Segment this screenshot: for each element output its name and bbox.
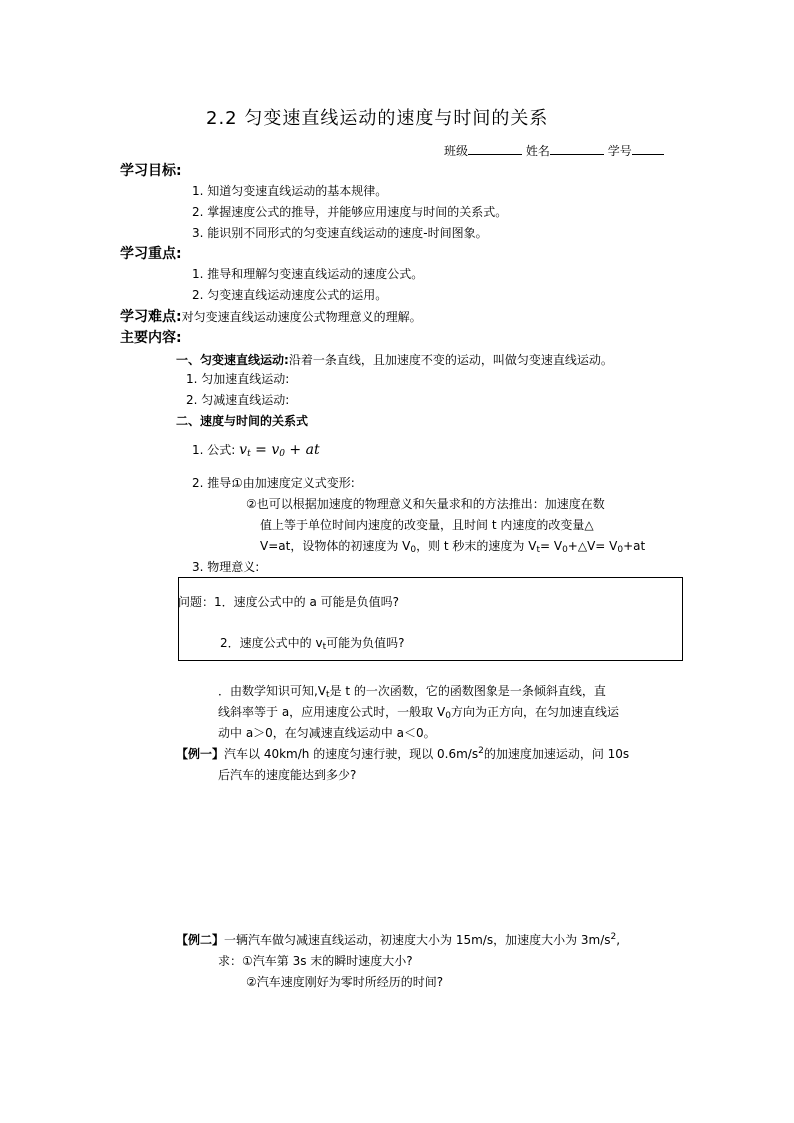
section1-item: 1. 匀加速直线运动: — [186, 372, 290, 386]
objective-item: 3. 能识别不同形式的匀变速直线运动的速度-时间图象。 — [192, 226, 488, 240]
derivation-step-2-line: 值上等于单位时间内速度的改变量，且时间 t 内速度的改变量△ — [260, 518, 594, 532]
id-label: 学号 — [607, 144, 632, 158]
id-blank[interactable] — [632, 142, 664, 155]
objectives-heading: 学习目标: — [120, 163, 182, 179]
difficulty-text: 对匀变速直线运动速度公式物理意义的理解。 — [181, 310, 422, 324]
derivation-step-2-line: ②也可以根据加速度的物理意义和矢量求和的方法推出：加速度在数 — [246, 497, 605, 511]
class-blank[interactable] — [468, 142, 522, 155]
key-points-heading: 学习重点: — [120, 246, 182, 262]
question-1: 问题：1．速度公式中的 a 可能是负值吗? — [178, 595, 399, 609]
example1-label: 【例一】 — [176, 747, 225, 761]
meaning-label: 3. 物理意义: — [192, 560, 260, 574]
derivation-step-1: ①由加速度定义式变形: — [232, 476, 355, 490]
class-label: 班级 — [444, 144, 469, 158]
example2-line: 求：①汽车第 3s 末的瞬时速度大小? — [218, 954, 413, 968]
example2-label: 【例二】 — [176, 933, 225, 947]
example1-line: 后汽车的速度能达到多少? — [218, 768, 357, 782]
formula-label: 1. 公式: — [192, 443, 236, 457]
objective-item: 1. 知道匀变速直线运动的基本规律。 — [192, 184, 388, 198]
difficulty-heading: 学习难点: — [120, 309, 182, 325]
derivation-label: 2. 推导: — [192, 476, 236, 490]
content-heading: 主要内容: — [120, 330, 182, 346]
example2-row: 【例二】一辆汽车做匀减速直线运动，初速度大小为 15m/s，加速度大小为 $3m/s^2$, — [176, 932, 621, 947]
name-label: 姓名 — [525, 144, 550, 158]
velocity-formula: $v_t = v_0$ + at — [239, 442, 320, 459]
section1-title: 一、匀变速直线运动: — [176, 353, 289, 367]
page-title: 2.2 匀变速直线运动的速度与时间的关系 — [206, 108, 549, 129]
question-2: 2．速度公式中的 $v_t$可能为负值吗? — [220, 636, 405, 652]
difficulty-row — [120, 306, 422, 326]
example1-row: 【例一】汽车以 40km/h 的速度匀速行驶，现以 $0.6m/s^2$的加速度加速运动，问 10s — [176, 746, 630, 761]
key-point-item: 1. 推导和理解匀变速直线运动的速度公式。 — [192, 267, 424, 281]
section1-definition: 沿着一条直线，且加速度不变的运动，叫做匀变速直线运动。 — [288, 353, 613, 367]
section2-title: 二、速度与时间的关系式 — [176, 414, 309, 428]
explanation-line: 线斜率等于 a，应用速度公式时，一般取 $V_0$方向为正方向，在匀加速直线运 — [218, 705, 619, 721]
explanation-line: ．由数学知识可知$,V_t$是 t 的一次函数，它的函数图象是一条倾斜直线，直 — [218, 684, 606, 700]
objective-item: 2. 掌握速度公式的推导，并能够应用速度与时间的关系式。 — [192, 205, 508, 219]
key-point-item: 2. 匀变速直线运动速度公式的运用。 — [192, 288, 388, 302]
student-info-fields — [444, 142, 664, 159]
derivation-step-2-line: V=at，设物体的初速度为 $V_0$，则 t 秒末的速度为 $V_t=$ $V_0+\triangle V= V_0+at$ — [260, 539, 646, 555]
section1-row — [176, 349, 613, 368]
section1-item: 2. 匀减速直线运动: — [186, 393, 290, 407]
example2-line: ②汽车速度刚好为零时所经历的时间? — [246, 975, 444, 989]
explanation-line: 动中 a＞0，在匀减速直线运动中 a＜0。 — [218, 726, 436, 740]
name-blank[interactable] — [550, 142, 604, 155]
formula-row — [192, 441, 320, 459]
